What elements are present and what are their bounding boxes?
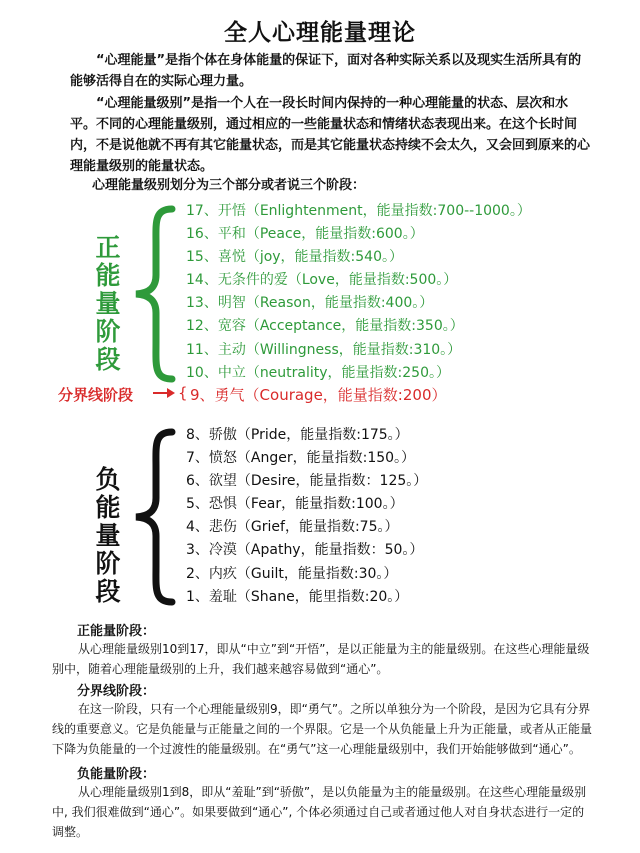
page-title: 全人心理能量理论: [224, 20, 416, 46]
level-item: 12、宽容（Acceptance，能量指数:350。）: [186, 318, 464, 335]
level-item: 3、冷漠（Apathy，能量指数：50。）: [186, 542, 424, 559]
level-item: 1、羞耻（Shane，能里指数:20。）: [186, 588, 409, 605]
positive-stage-label: 正 能 量 阶 段: [95, 233, 121, 374]
level-item: 6、欲望（Desire，能量指数：125。）: [186, 473, 428, 490]
boundary-level-item: 9、勇气（Courage，能量指数:200）: [190, 386, 447, 404]
level-item: 11、主动（Willingness，能量指数:310。）: [186, 341, 462, 358]
section-body-negative: 从心理能量级别1到8，即从“羞耻”到“骄傲”，是以负能量为主的能量级别。在这些心理能量级别中, 我们很难做到“通心”。如果要做到“通心”, 个体必须通过自己或者通过他人对自身状态进行一定的调整。: [52, 785, 587, 839]
positive-brace-icon: [130, 205, 180, 383]
negative-brace-icon: [130, 428, 180, 606]
intro-paragraph-division: 心理能量级别划分为三个部分或者说三个阶段：: [92, 178, 366, 193]
negative-stage-label: 负 能 量 阶 段: [95, 465, 121, 606]
level-item: 13、明智（Reason，能量指数:400。）: [186, 295, 434, 312]
level-item: 2、内疚（Guilt，能量指数:30。）: [186, 565, 398, 582]
boundary-stage-label: 分界线阶段: [58, 386, 134, 404]
section-heading-positive: 正能量阶段：: [77, 624, 156, 639]
level-item: 5、恐惧（Fear，能量指数:100。）: [186, 496, 404, 513]
boundary-bracket: {: [178, 384, 188, 402]
negative-level-list: [186, 424, 427, 609]
level-item: 8、骄傲（Pride，能量指数:175。）: [186, 427, 409, 443]
level-item: 4、悲伤（Grief，能量指数:75。）: [186, 519, 399, 536]
section-body-positive: 从心理能量级别10到17，即从“中立”到“开悟”，是以正能量为主的能量级别。在这些心理能量级别中，随着心理能量级别的上升，我们越来越容易做到“通心”。: [52, 642, 590, 676]
level-item: 7、愤怒（Anger，能量指数:150。）: [186, 450, 416, 467]
level-item: 14、无条件的爱（Love，能量指数:500。）: [186, 272, 458, 289]
intro-paragraph-energy-level: “心理能量级别”是指一个人在一段长时间内保持的一种心理能量的状态、层次和水平。不同的心理能量级别，通过相应的一些能量状态和情绪状态表现出来。在这个长时间内，不是说他就不再有其它能量状态，而是其它能量状态持续不会太久，又会回到原来的心理能量级别的能量状态。: [70, 96, 591, 174]
right-arrow-icon: [152, 386, 176, 400]
level-item: 17、开悟（Enlightenment，能量指数:700--1000。）: [186, 203, 531, 219]
positive-level-list: [186, 200, 531, 385]
section-body-boundary: 在这一阶段，只有一个心理能量级别9，即“勇气”。之所以单独分为一个阶段，是因为它具有分界线的重要意义。它是负能量与正能量之间的一个界限。它是一个从负能量上升为正能量，或者从正能量下降为负能量的一个过渡性的能量级别。在“勇气”这一心理能量级别中，我们开始能够做到“通心”。: [52, 702, 593, 756]
section-heading-boundary: 分界线阶段：: [77, 684, 156, 699]
level-item: 15、喜悦（joy，能量指数:540。）: [186, 249, 403, 266]
level-item: 16、平和（Peace，能量指数:600。）: [186, 226, 424, 243]
section-heading-negative: 负能量阶段：: [77, 767, 156, 782]
intro-paragraph-energy: “心理能量”是指个体在身体能量的保证下，面对各种实际关系以及现实生活所具有的能够活得自在的实际心理力量。: [70, 53, 582, 89]
level-item: 10、中立（neutrality，能量指数:250。）: [186, 364, 450, 381]
